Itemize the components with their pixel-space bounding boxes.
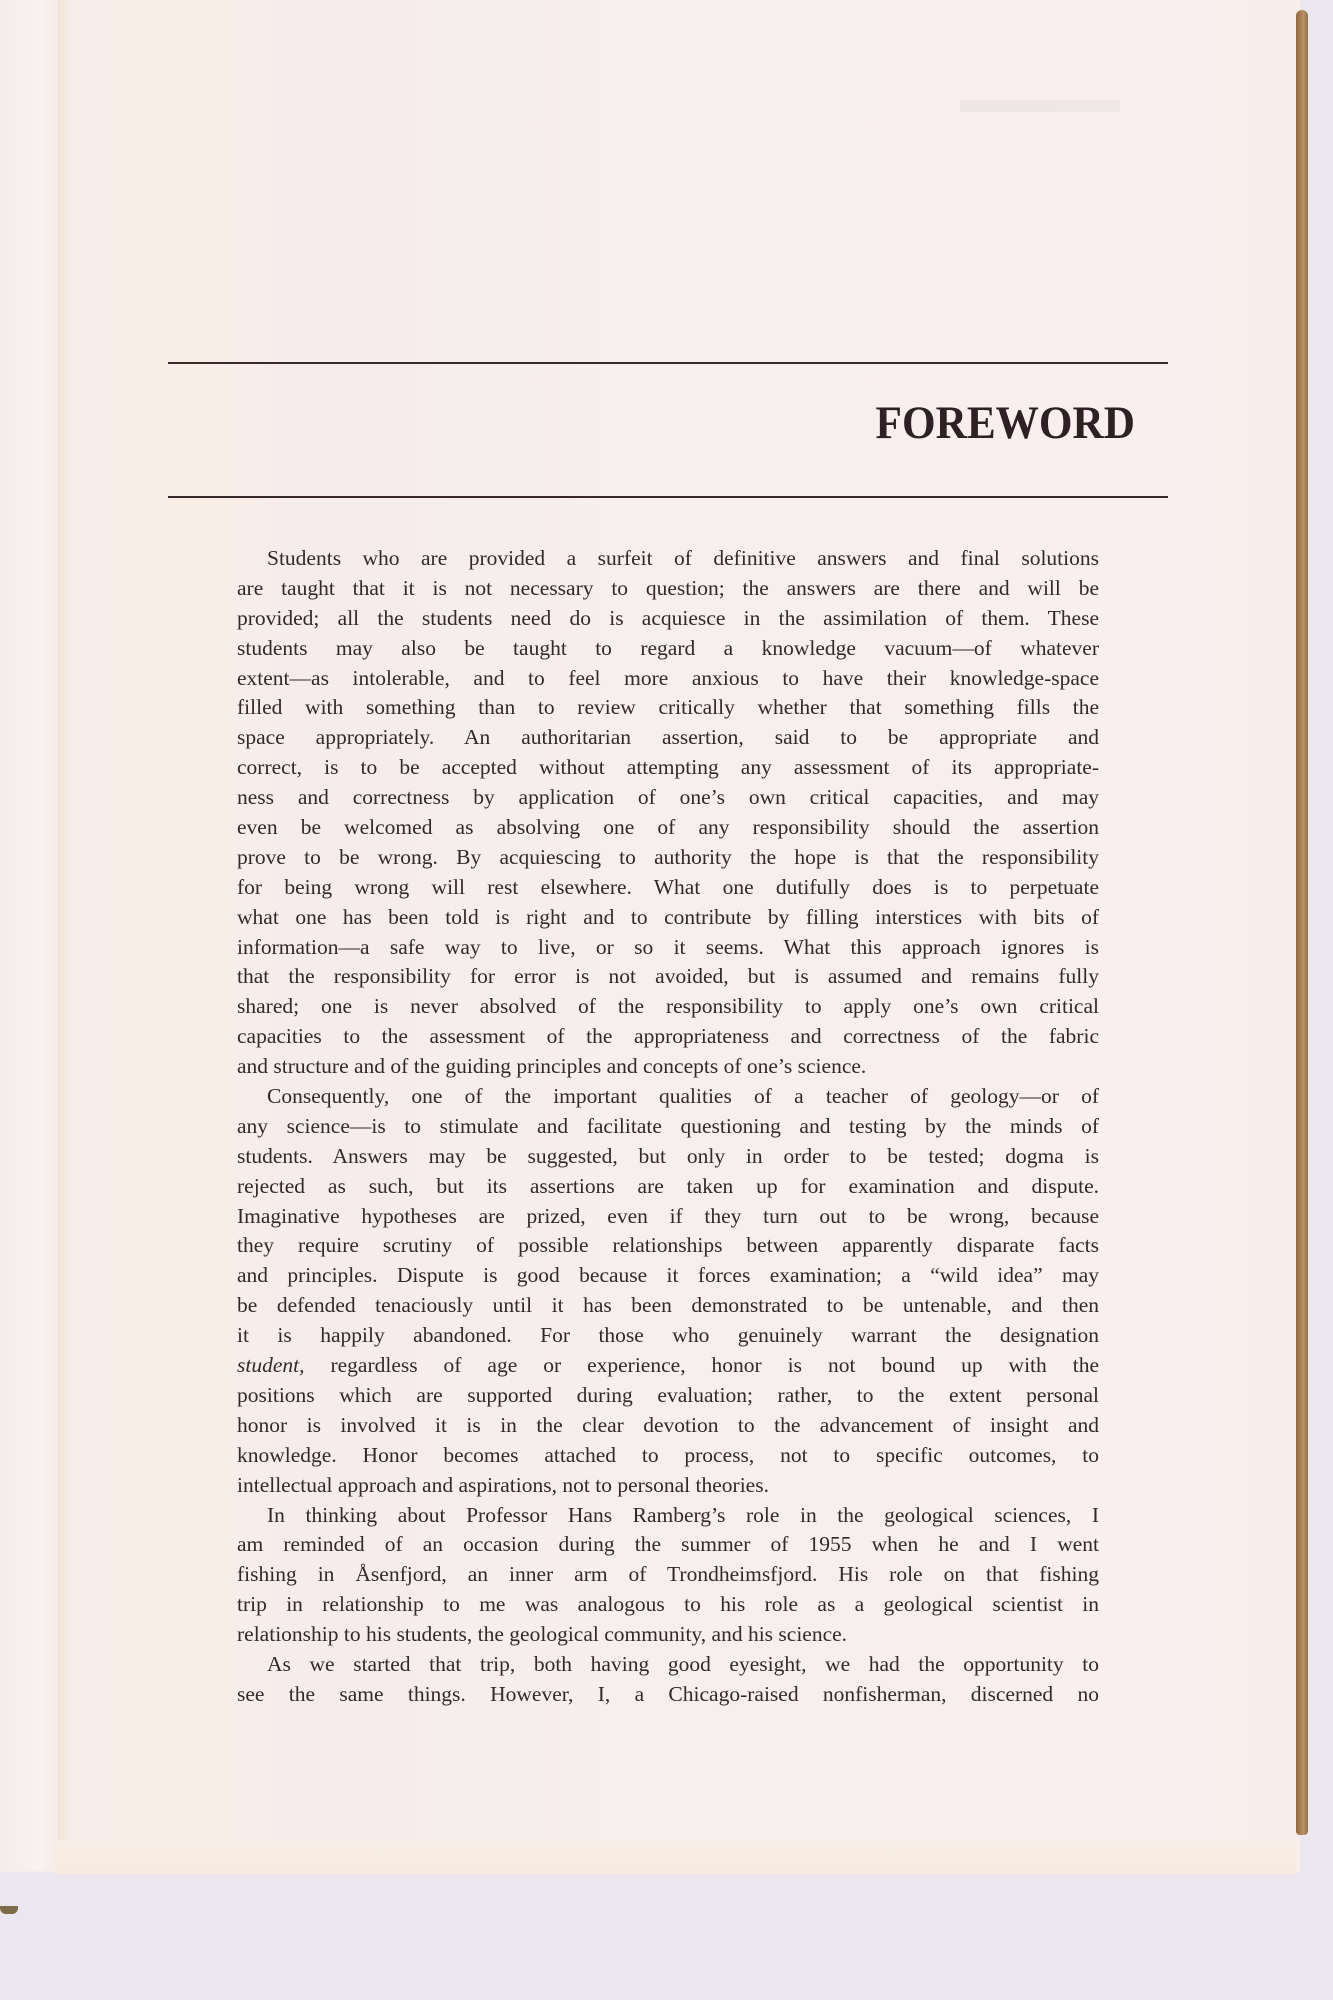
text-line: any science—is to stimulate and facilitate questioning and testing by the minds of: [237, 1113, 1099, 1138]
page-bottom-edge: [56, 1840, 1296, 1874]
text-line: fishing in Åsenfjord, an inner arm of Trondheimsfjord. His role on that fishing: [237, 1562, 1099, 1587]
text-line: and principles. Dispute is good because it forces examination; a “wild idea” may: [237, 1263, 1099, 1288]
paragraph-1: [237, 544, 1099, 1082]
text-line: students may also be taught to regard a knowledge vacuum—of whatever: [237, 635, 1099, 660]
book-corner-edge: [0, 1906, 18, 1914]
text-line: be defended tenaciously until it has been demonstrated to be untenable, and then: [237, 1293, 1099, 1318]
text-line: Students who are provided a surfeit of definitive answers and final solutions: [267, 546, 1099, 570]
text-line: provided; all the students need do is acquiesce in the assimilation of them. These: [237, 605, 1099, 630]
text-line: students. Answers may be suggested, but only in order to be tested; dogma is: [237, 1143, 1099, 1168]
text-line: space appropriately. An authoritarian assertion, said to be appropriate and: [237, 725, 1099, 750]
text-line: that the responsibility for error is not avoided, but is assumed and remains fully: [237, 964, 1099, 989]
text-line: extent—as intolerable, and to feel more anxious to have their knowledge-space: [237, 665, 1099, 690]
page-title: FOREWORD: [875, 397, 1135, 449]
text-line: even be welcomed as absolving one of any responsibility should the assertion: [237, 815, 1099, 840]
text-line: see the same things. However, I, a Chicago-raised nonfisherman, discerned no: [237, 1681, 1099, 1706]
text-line: ness and correctness by application of one’s own critical capacities, and may: [237, 785, 1099, 810]
text-line: filled with something than to review critically whether that something fills the: [237, 695, 1099, 720]
text-line: they require scrutiny of possible relationships between apparently disparate facts: [237, 1233, 1099, 1258]
text-line: prove to be wrong. By acquiescing to authority the hope is that the responsibility: [237, 844, 1099, 869]
text-line: As we started that trip, both having good eyesight, we had the opportunity to: [267, 1651, 1099, 1676]
heading-rule-top: [168, 362, 1168, 364]
text-line: knowledge. Honor becomes attached to process, not to specific outcomes, to: [237, 1442, 1099, 1467]
heading-rule-bottom: [168, 496, 1168, 498]
text-line-with-italic: [237, 1351, 1099, 1381]
text-line: correct, is to be accepted without attempting any assessment of its appropriate-: [237, 755, 1099, 780]
paragraph-4: [237, 1650, 1099, 1710]
text-line: trip in relationship to me was analogous to his role as a geological scientist in: [237, 1592, 1099, 1617]
text-line: rejected as such, but its assertions are taken up for examination and dispute.: [237, 1173, 1099, 1198]
text-line: intellectual approach and aspirations, not to personal theories.: [237, 1472, 769, 1497]
page-gutter-fold: [0, 0, 60, 1870]
reverse-side-bleed-through: [960, 100, 1120, 112]
paragraph-2: [237, 1082, 1099, 1500]
text-line: In thinking about Professor Hans Ramberg’s role in the geological sciences, I: [267, 1502, 1099, 1527]
text-line: are taught that it is not necessary to question; the answers are there and will be: [237, 575, 1099, 600]
text-line: it is happily abandoned. For those who genuinely warrant the designation: [237, 1323, 1099, 1348]
text-line: Consequently, one of the important qualities of a teacher of geology—or of: [267, 1084, 1099, 1109]
text-line: positions which are supported during evaluation; rather, to the extent personal: [237, 1382, 1099, 1407]
paragraph-3: [237, 1501, 1099, 1650]
text-line: and structure and of the guiding principles and concepts of one’s science.: [237, 1054, 867, 1079]
text-line: Imaginative hypotheses are prized, even if they turn out to be wrong, because: [237, 1203, 1099, 1228]
text-line: am reminded of an occasion during the summer of 1955 when he and I went: [237, 1532, 1099, 1557]
text-line: for being wrong will rest elsewhere. What one dutifully does is to perpetuate: [237, 874, 1099, 899]
text-line: capacities to the assessment of the appropriateness and correctness of the fabric: [237, 1024, 1099, 1049]
text-fragment: regardless of age or experience, honor is not bound up with the: [304, 1353, 1099, 1378]
book-page-edge-gilt: [1296, 10, 1308, 1835]
text-line: what one has been told is right and to contribute by filling interstices with bits of: [237, 904, 1099, 929]
italic-word-student: student,: [237, 1353, 305, 1378]
text-line: honor is involved it is in the clear devotion to the advancement of insight and: [237, 1412, 1099, 1437]
text-line: shared; one is never absolved of the responsibility to apply one’s own critical: [237, 994, 1099, 1019]
text-line: information—a safe way to live, or so it seems. What this approach ignores is: [237, 934, 1099, 959]
foreword-body: [237, 544, 1099, 1710]
text-line: relationship to his students, the geological community, and his science.: [237, 1622, 848, 1647]
